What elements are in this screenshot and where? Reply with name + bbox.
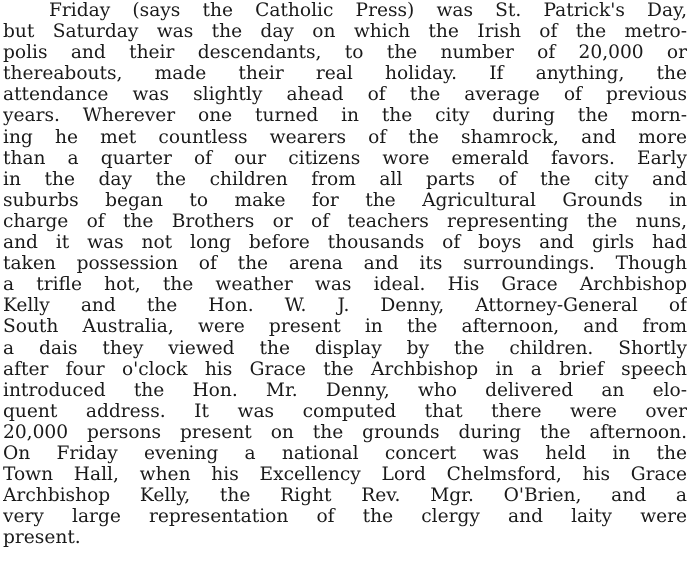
article-line: charge of the Brothers or of teachers representing the nuns, (3, 210, 687, 232)
article-line: suburbs began to make for the Agricultural Grounds in (3, 189, 687, 211)
article-line: attendance was slightly ahead of the average of previous (3, 84, 687, 106)
article-line: taken possession of the arena and its surroundings. Though (3, 253, 687, 275)
article-line: South Australia, were present in the afternoon, and from (3, 316, 687, 338)
article-line: On Friday evening a national concert was held in the (3, 442, 687, 464)
article-line: very large representation of the clergy and laity were (3, 506, 687, 528)
article-line: polis and their descendants, to the number of 20,000 or (3, 42, 687, 64)
article-line: but Saturday was the day on which the Irish of the metro- (3, 21, 687, 43)
article-line: quent address. It was computed that there were over (3, 400, 687, 422)
article-line: and it was not long before thousands of boys and girls had (3, 232, 687, 254)
article-line: Kelly and the Hon. W. J. Denny, Attorney-General of (3, 295, 687, 317)
article-line: ing he met countless wearers of the shamrock, and more (3, 126, 687, 148)
article-line: than a quarter of our citizens wore emerald favors. Early (3, 147, 687, 169)
article-line: a trifle hot, the weather was ideal. His Grace Archbishop (3, 274, 687, 296)
article-line: Friday (says the Catholic Press) was St. Patrick's Day, (49, 0, 687, 21)
article-line: a dais they viewed the display by the children. Shortly (3, 337, 687, 359)
article-line: present. (3, 527, 81, 549)
article-line: introduced the Hon. Mr. Denny, who delivered an elo- (3, 379, 687, 401)
article-line: Town Hall, when his Excellency Lord Chelmsford, his Grace (3, 464, 687, 486)
article-line: after four o'clock his Grace the Archbishop in a brief speech (3, 358, 687, 380)
article-line: 20,000 persons present on the grounds during the afternoon. (3, 421, 687, 443)
article-line: Archbishop Kelly, the Right Rev. Mgr. O'Brien, and a (3, 485, 687, 507)
article-line: in the day the children from all parts of the city and (3, 168, 687, 190)
news-article (3, 0, 687, 574)
article-line: years. Wherever one turned in the city during the morn- (3, 105, 687, 127)
article-line: thereabouts, made their real holiday. If anything, the (3, 63, 687, 85)
